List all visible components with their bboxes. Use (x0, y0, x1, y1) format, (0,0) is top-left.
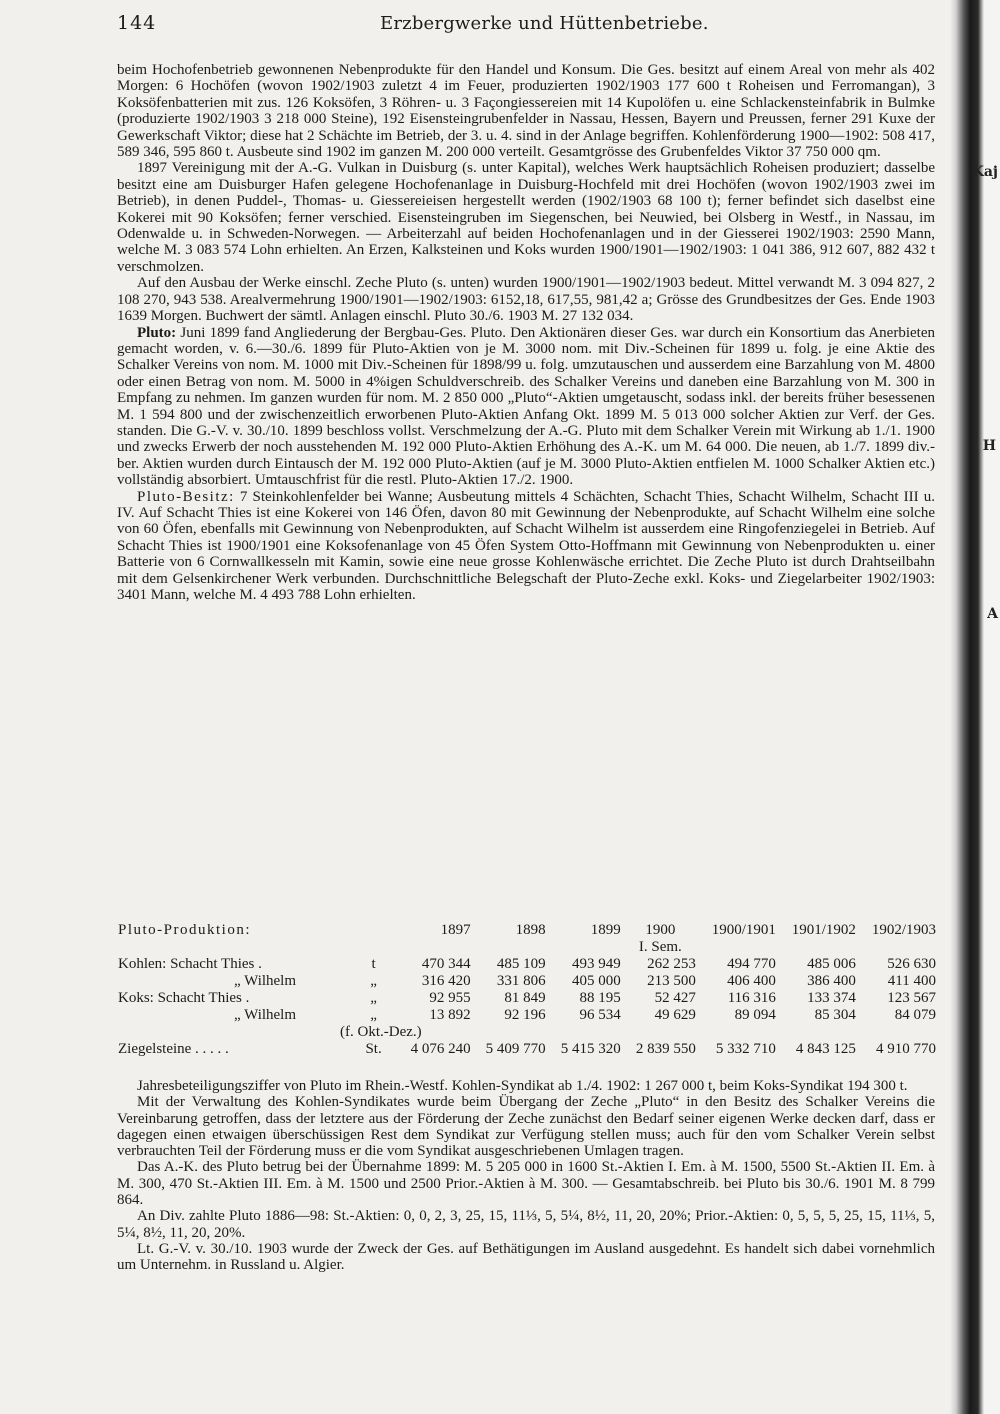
table-cell: 116 316 (727, 990, 776, 1006)
table-cell: 81 849 (504, 990, 546, 1006)
table-cell: 5 409 770 (485, 1041, 546, 1057)
table-cell: 494 770 (727, 956, 776, 972)
table-cell: 485 006 (807, 956, 856, 972)
table-cell: 411 400 (887, 973, 936, 989)
table-cell: 5 332 710 (715, 1041, 776, 1057)
production-table (116, 922, 938, 1058)
column-header: 1899 (590, 922, 621, 938)
table-cell: 485 109 (496, 956, 546, 972)
row-unit: „ (370, 990, 377, 1006)
paragraph (117, 489, 935, 604)
pluto-heading: Pluto: (137, 324, 177, 341)
table-cell: 213 500 (647, 973, 696, 989)
paragraph: Das A.-K. des Pluto betrug bei der Übernahme 1899: M. 5 205 000 in 1600 St.-Aktien I. Em. à M. 1500, 5500 St.-Aktien II. Em. à M. 300, 470 St.-Aktien III. Em. à M. 1500 und 2500 Prior.-Aktien à M. 300. — Gesamtabschreib. bei Pluto bis 30./6. 1901 M. 8 799 864. (117, 1159, 935, 1209)
paragraph: Lt. G.-V. v. 30./10. 1903 wurde der Zweck der Ges. auf Bethätigungen im Ausland ausgedehnt. Es handelt sich dabei vornehmlich um Unternehm. in Russland u. Algier. (117, 1240, 935, 1274)
table-label: Pluto-Produktion: (118, 922, 252, 938)
table-cell: 526 630 (887, 956, 936, 972)
row-label: Kohlen: Schacht Thies . (118, 956, 262, 972)
row-label: Ziegelsteine . . . . . (118, 1041, 229, 1057)
paragraph: An Div. zahlte Pluto 1886—98: St.-Aktien: 0, 0, 2, 3, 25, 15, 11⅓, 5, 5¼, 8½, 11, 20, 20%; Prior.-Aktien: 0, 5, 5, 5, 25, 15, 11⅓, 5, 5¼, 8½, 11, 20, 20%. (117, 1208, 935, 1241)
table-row (116, 956, 938, 973)
table-cell: 89 094 (734, 1007, 776, 1023)
table-cell: 5 415 320 (560, 1041, 621, 1057)
row-label: Koks: Schacht Thies . (118, 990, 250, 1006)
table-cell: 85 304 (814, 1007, 856, 1023)
table-cell: 92 955 (429, 990, 471, 1006)
running-head: Erzbergwerke und Hüttenbetriebe. (380, 13, 709, 34)
table-footnote: (f. Okt.-Dez.) (340, 1024, 422, 1040)
margin-fragment-3: A (987, 606, 998, 622)
semester-note: I. Sem. (638, 939, 682, 955)
margin-fragment-2: H (982, 438, 996, 454)
column-header-year: 1900 (645, 922, 676, 938)
table-row (116, 973, 938, 990)
table-cell: 331 806 (496, 973, 546, 989)
table-cell: 49 629 (654, 1007, 696, 1023)
table-cell: 405 000 (572, 973, 621, 989)
paragraph: Mit der Verwaltung des Kohlen-Syndikates wurde beim Übergang der Zeche „Pluto“ in den Besitz des Schalker Vereins die Vereinbarung getroffen, dass der letztere aus der Förderung der Zeche zunächst den Bedarf seiner eigenen Werke decken darf, dass er dagegen einen etwaigen überschüssigen Rest dem Syndikat zur Verfügung stellen muss; auch für den vom Schalker Verein selbst verbrauchten Teil der Förderung muss er die vom Syndikat ausgeschriebenen Umlagen tragen. (117, 1094, 935, 1160)
table-cell: 316 420 (421, 973, 471, 989)
table-cell: 4 076 240 (410, 1041, 471, 1057)
row-unit: „ (370, 1007, 377, 1023)
paragraph-text: 7 Steinkohlenfelder bei Wanne; Ausbeutung mittels 4 Schächten, Schacht Thies, Schacht Wilhelm, Schacht III u. IV. Auf Schacht Thies ist eine Kokerei von 146 Öfen, davon 80 mit Gewinnung der Nebenprodukte, auf Schacht Wilhelm eine solche von 60 Öfen, ebenfalls mit Gewinnung von Nebenprodukten, auf Schacht Wilhelm ist ausserdem eine Ringofenziegelei in Betrieb. Auf Schacht Thies ist 1900/1901 eine Koksofenanlage von 45 Öfen System Otto-Hoffmann mit Gewinnung von Nebenprodukten u. einer Batterie von 6 Cornwallkesseln mit Kamin, sowie eine neue grosse Kohlenwäsche errichtet. Die Zeche Pluto ist durch Drahtseilbahn mit dem Gelsenkirchener Werk verbunden. Durchschnittliche Belegschaft der Pluto-Zeche exkl. Koks- und Ziegelarbeiter 1902/1903: 3401 Mann, welche M. 4 493 788 Lohn erhielten. (117, 488, 935, 603)
page-number: 144 (117, 12, 157, 34)
paragraph (117, 325, 935, 489)
row-unit: „ (370, 973, 377, 989)
table-cell: 92 196 (504, 1007, 546, 1023)
table-cell: 386 400 (807, 973, 856, 989)
paragraph: Auf den Ausbau der Werke einschl. Zeche Pluto (s. unten) wurden 1900/1901—1902/1903 bedeut. Mittel verwandt M. 3 094 827, 2 108 270, 943 538. Arealvermehrung 1900/1901—1902/1903: 6152,18, 617,55, 981,42 a; Grösse des Grundbesitzes der Ges. Ende 1903 1639 Morgen. Buchwert der sämtl. Anlagen einschl. Pluto 30./6. 1903 M. 27 132 034. (117, 275, 935, 325)
table-cell: 4 910 770 (876, 1041, 936, 1057)
table-footnote-row (116, 1024, 938, 1041)
table-cell: 262 253 (647, 956, 696, 972)
row-label: „ Wilhelm (234, 973, 297, 989)
column-header (623, 922, 698, 956)
body-text-continued (117, 1078, 935, 1274)
table-cell: 52 427 (654, 990, 696, 1006)
paragraph: beim Hochofenbetrieb gewonnenen Nebenprodukte für den Handel und Konsum. Die Ges. besitzt auf einem Areal von mehr als 402 Morgen: 6 Hochöfen (wovon 1902/1903 zuletzt 4 im Feuer, produzierten 1902/1903 177 600 t Roheisen und Ferromangan), 3 Koksöfenbatterien mit zus. 126 Koksöfen, 3 Röhren- u. 3 Façongiessereien mit 14 Kupolöfen u. eine Schlackensteinfabrik in Bulmke (produzierte 1902/1903 3 218 000 Steine), 192 Eisensteingrubenfelder in Nassau, Hessen, Bayern und Preussen, ferner 291 Kuxe der Gewerkschaft Viktor; diese hat 2 Schächte im Betrieb, der 3. u. 4. sind in der Anlage begriffen. Kohlenförderung 1900—1902: 508 417, 589 346, 595 860 t. Ausbeute sind 1902 im ganzen M. 200 000 verteilt. Gesamtgrösse des Grubenfeldes Viktor 37 750 000 qm. (117, 62, 935, 161)
table-cell: 96 534 (579, 1007, 621, 1023)
table-cell: 84 079 (894, 1007, 936, 1023)
row-label: „ Wilhelm (234, 1007, 297, 1023)
table-row (116, 990, 938, 1007)
column-header: 1900/1901 (711, 922, 776, 938)
table-cell: 470 344 (421, 956, 471, 972)
paragraph: Jahresbeteiligungsziffer von Pluto im Rhein.-Westf. Kohlen-Syndikat ab 1./4. 1902: 1 267 000 t, beim Koks-Syndikat 194 300 t. (137, 1078, 908, 1094)
table-spacer (473, 1024, 938, 1041)
pluto-besitz-heading: Pluto-Besitz: (137, 488, 235, 505)
table-cell: 493 949 (572, 956, 621, 972)
body-text (117, 62, 935, 603)
column-header: 1901/1902 (791, 922, 856, 938)
scan-edge (950, 0, 1000, 1414)
table-cell: 406 400 (727, 973, 776, 989)
table-row (116, 1007, 938, 1024)
table-row (116, 1041, 938, 1058)
column-header: 1898 (515, 922, 546, 938)
row-unit: St. (365, 1041, 382, 1057)
table-cell: 13 892 (429, 1007, 471, 1023)
table-cell: 2 839 550 (635, 1041, 696, 1057)
table-cell: 133 374 (807, 990, 856, 1006)
paragraph: 1897 Vereinigung mit der A.-G. Vulkan in Duisburg (s. unter Kapital), welches Werk hauptsächlich Roheisen produziert; dasselbe besitzt eine am Duisburger Hafen gelegene Hochofenanlage in Duisburg-Hochfeld mit drei Hochöfen (wovon 1902/1903 zwei im Betrieb), in denen Puddel-, Thomas- u. Giessereieisen hergestellt werden (1902/1903 68 100 t); ferner befindet sich daselbst eine Kokerei mit 90 Koksöfen; ferner verschied. Eisensteingruben im Siegenschen, bei Neuwied, bei Olsberg in Westf., in Nassau, im Odenwalde u. in Schweden-Norwegen. — Arbeiterzahl auf beiden Hochofenanlagen und in der Giesserei 1902/1903: 2590 Mann, welche M. 3 083 574 Lohn erhielten. An Erzen, Kalksteinen und Koks wurden 1900/1901—1902/1903: 1 041 386, 912 607, 882 432 t verschmolzen. (117, 160, 935, 275)
margin-fragment-1: Kaj (971, 164, 998, 180)
column-header: 1897 (440, 922, 471, 938)
paragraph-text: Juni 1899 fand Angliederung der Bergbau-Ges. Pluto. Den Aktionären dieser Ges. war durch ein Konsortium das Anerbieten gemacht worden, v. 6.—30./6. 1899 für Pluto-Aktien von je M. 3000 nom. mit Div.-Scheinen für 1899 u. folg. je eine Aktie des Schalker Vereins von nom. M. 1000 mit Div.-Scheinen für 1898/99 u. folg. umzutauschen und ausserdem eine Barzahlung von M. 4800 oder einen Betrag von nom. M. 5000 in 4%igen Schuldverschreib. des Schalker Vereins und daneben eine Barzahlung von M. 300 in Empfang zu nehmen. Im ganzen wurden für nom. M. 2 850 000 „Pluto“-Aktien umgetauscht, sodass inkl. der bereits früher besessenen M. 1 594 800 und der zwischenzeitlich erworbenen Pluto-Aktien Anfang Okt. 1899 M. 5 013 000 solcher Aktien zur Verf. der Ges. standen. Die G.-V. v. 30./10. 1899 beschloss vollst. Verschmelzung der A.-G. Pluto mit dem Schalker Verein mit Wirkung ab 1./1. 1900 und zwecks Erwerb der noch ausstehenden M. 192 000 Pluto-Aktien Erhöhung des A.-K. um M. 64 000. Die neuen, ab 1./7. 1899 div.-ber. Aktien wurden durch Eintausch der M. 192 000 Pluto-Aktien (auf je M. 3000 Pluto-Aktien entfielen M. 1000 Schalker Aktien etc.) vollständig absorbiert. Umtauschfrist für die restl. Pluto-Aktien 17./2. 1900. (117, 324, 935, 489)
column-header: 1902/1903 (871, 922, 936, 938)
table-cell: 4 843 125 (795, 1041, 856, 1057)
table-header-row (116, 922, 938, 956)
row-unit: t (371, 956, 376, 972)
table-cell: 88 195 (579, 990, 621, 1006)
table-cell: 123 567 (887, 990, 936, 1006)
